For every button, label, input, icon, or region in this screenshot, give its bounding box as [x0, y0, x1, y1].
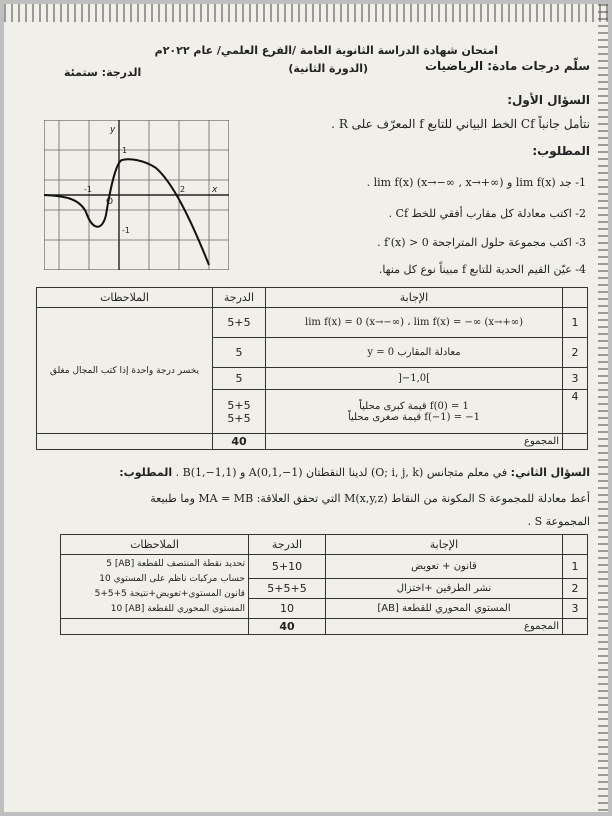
q1-item-2: 2- اكتب معادلة كل مقارب أفقي للخط Cf .	[388, 207, 586, 220]
q2-required: المطلوب:	[119, 466, 173, 479]
q1-title: السؤال الأول:	[507, 93, 590, 107]
q1-header-answer: الإجابة	[266, 288, 563, 308]
grade-label: الدرجة: ستمئة	[64, 66, 142, 79]
function-graph	[44, 120, 229, 270]
tick-y1: 1	[122, 146, 128, 155]
q2-line2: أعط معادلة للمجموعة S المكونة من النقاط M(x,y,z) التي تحقق العلاقة: MA = MB وما طبيعة	[150, 492, 590, 505]
q1-intro: نتأمل جانباً Cf الخط البياني للتابع f المعرّف على R .	[331, 117, 590, 131]
subject-title: سلّم درجات مادة: الرياضيات	[424, 59, 590, 73]
tick-2: 2	[180, 185, 186, 194]
q2-note-1: تحديد نقطة المنتصف للقطعة [AB] 5	[106, 558, 245, 569]
spiral-binding-right	[598, 4, 608, 812]
q2-note-3: قانون المستوي+تعويض+نتيجة 5+5+5	[94, 588, 245, 599]
exam-title: امتحان شهادة الدراسة الثانوية العامة /الفرع العلمي/ عام ٢٠٢٢م	[154, 44, 498, 57]
q2-grade-table	[60, 534, 588, 635]
q2-line3: المجموعة S .	[527, 515, 590, 528]
table-row: 3 المستوي المحوري للقطعة [AB] 10	[61, 599, 588, 619]
table-row: 1 قانون + تعويض 5+10 تحديد نقطة المنتصف للقطعة [AB] 5 حساب مركبات ناظم على المستوي 10 قانون المستوي+تعويض+نتيجة 5+5+5 المستوي المحوري للقطعة [AB] 10	[61, 555, 588, 579]
q1-item-3: 3- اكتب مجموعة حلول المتراجحة f′(x) > 0 .	[377, 236, 586, 249]
table-row: 1 lim f(x) = 0 (x→−∞) ، lim f(x) = −∞ (x→+∞) 5+5 يخسر درجة واحدة إذا كتب المجال مغلق	[37, 308, 588, 338]
table-row: 4 f(0) = 1 قيمة كبرى محلياً f(−1) = −1 قيمة صغرى محلياً 5+5 5+5	[37, 390, 588, 434]
table-row: 2 معادلة المقارب y = 0 5	[37, 338, 588, 368]
q1-required: المطلوب:	[532, 144, 590, 158]
tick-neg1: -1	[84, 185, 92, 194]
x-axis-label: x	[212, 185, 218, 195]
tick-yneg1: -1	[122, 226, 130, 235]
q2-header-notes: الملاحظات	[61, 535, 249, 555]
q1-item-1: 1- جد lim f(x) و lim f(x) (x→−∞ , x→+∞) .	[366, 176, 586, 189]
q2-note-4: المستوي المحوري للقطعة [AB] 10	[110, 603, 245, 614]
q2-title: السؤال الثاني:	[510, 466, 590, 479]
y-axis-label: y	[110, 125, 116, 135]
q2-intro: في معلم متجانس (O; i, j, k) لدينا النقطتان A(0,1,−1) و B(1,−1,1) .	[175, 466, 508, 479]
q1-total-label: المجموع	[266, 434, 563, 450]
exam-sheet	[4, 4, 608, 812]
q1-item-4: 4- عيّن القيم الحدية للتابع f مبيناً نوع كل منها.	[378, 263, 586, 276]
function-curve	[44, 159, 209, 265]
table-row: 3 ]−1,0[ 5	[37, 368, 588, 390]
q1-header-grade: الدرجة	[213, 288, 266, 308]
q1-header-notes: الملاحظات	[37, 288, 213, 308]
q2-total-label: المجموع	[326, 619, 563, 635]
q2-header-answer: الإجابة	[326, 535, 563, 555]
table-row: 2 نشر الطرفين +اختزال 5+5+5	[61, 579, 588, 599]
q2-total: 40	[249, 619, 326, 635]
q1-grade-table	[36, 287, 588, 450]
session-label: (الدورة الثانية)	[288, 62, 368, 75]
q2-header-grade: الدرجة	[249, 535, 326, 555]
spiral-binding-top	[4, 4, 608, 22]
q2-note-2: حساب مركبات ناظم على المستوي 10	[99, 573, 245, 584]
q1-total: 40	[213, 434, 266, 450]
origin-label: O	[106, 197, 114, 207]
q1-note: يخسر درجة واحدة إذا كتب المجال مغلق	[37, 308, 213, 434]
